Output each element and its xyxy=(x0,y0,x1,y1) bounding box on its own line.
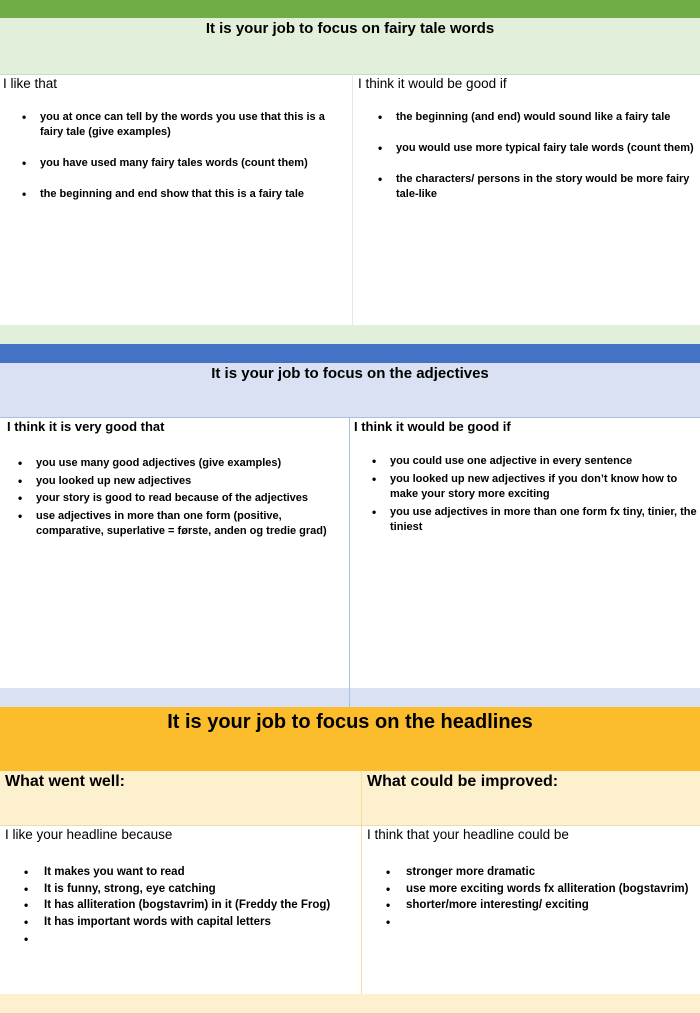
section3-title: It is your job to focus on the headlines xyxy=(167,711,533,733)
list-item: • It has alliteration (bogstavrim) in it (Freddy the Frog) xyxy=(24,897,358,914)
list-item: • use adjectives in more than one form (positive, comparative, superlative = første, anden og tredie grad) xyxy=(16,509,346,540)
section1-left-list xyxy=(20,110,340,218)
section3-left-list xyxy=(24,864,358,948)
list-item: • the characters/ persons in the story would be more fairy tale-like xyxy=(376,172,698,202)
section3-column-divider xyxy=(361,771,362,1013)
list-item-empty xyxy=(386,914,698,931)
section2-column-divider xyxy=(349,417,350,707)
section2-right-list xyxy=(370,454,698,538)
list-item: • It makes you want to read xyxy=(24,864,358,881)
list-item: • It is funny, strong, eye catching xyxy=(24,881,358,898)
section1-left-header: I like that xyxy=(3,76,58,91)
list-item: • you would use more typical fairy tale words (count them) xyxy=(376,141,698,156)
list-item: • you use many good adjectives (give examples) xyxy=(16,456,346,472)
section1-right-header: I think it would be good if xyxy=(358,76,507,91)
list-item: • your story is good to read because of the adjectives xyxy=(16,491,346,507)
list-item: • you have used many fairy tales words (count them) xyxy=(20,156,340,171)
section3-right-subheader: What could be improved: xyxy=(367,773,559,790)
list-item: • you looked up new adjectives if you don’t know how to make your story more exciting xyxy=(370,472,698,503)
section1-right-list xyxy=(376,110,698,218)
section2-left-list xyxy=(16,456,346,542)
section1-title: It is your job to focus on fairy tale words xyxy=(205,20,495,37)
section2-right-header: I think it would be good if xyxy=(354,419,511,434)
section3-left-header: I like your headline because xyxy=(5,827,173,842)
section1-column-divider xyxy=(352,74,353,325)
section3-footer-band xyxy=(0,994,700,1013)
list-item: • shorter/more interesting/ exciting xyxy=(386,897,698,914)
section3-left-subheader: What went well: xyxy=(5,773,125,790)
list-item: • the beginning (and end) would sound like a fairy tale xyxy=(376,110,698,125)
section3-right-list xyxy=(386,864,698,931)
list-item-empty xyxy=(24,931,358,948)
section2-left-header: I think it is very good that xyxy=(7,419,165,434)
section1-top-bar xyxy=(0,0,700,18)
list-item: • you looked up new adjectives xyxy=(16,474,346,490)
section2-title: It is your job to focus on the adjectives xyxy=(211,365,489,382)
list-item: • It has important words with capital letters xyxy=(24,914,358,931)
section2-footer-band xyxy=(0,688,700,707)
list-item: • use more exciting words fx alliteration (bogstavrim) xyxy=(386,881,698,898)
list-item: • you could use one adjective in every sentence xyxy=(370,454,698,470)
list-item: • you at once can tell by the words you use that this is a fairy tale (give examples) xyxy=(20,110,340,140)
list-item: • the beginning and end show that this is a fairy tale xyxy=(20,187,340,202)
section2-top-bar xyxy=(0,344,700,363)
list-item: • stronger more dramatic xyxy=(386,864,698,881)
list-item: • you use adjectives in more than one form fx tiny, tinier, the tiniest xyxy=(370,505,698,536)
section2-footer-divider xyxy=(349,688,350,707)
section3-right-header: I think that your headline could be xyxy=(367,827,569,842)
section1-footer-band xyxy=(0,325,700,344)
